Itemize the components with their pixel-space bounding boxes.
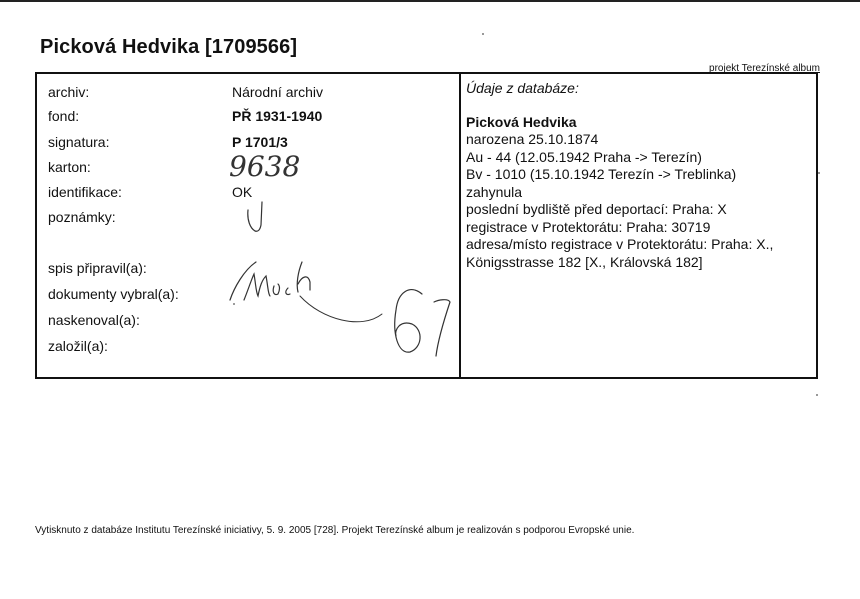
db-line-last-residence: poslední bydliště před deportací: Praha: X	[466, 201, 727, 217]
field-label-signatura: signatura:	[48, 134, 110, 150]
field-label-fond: fond:	[48, 108, 80, 124]
db-line-address-2: Königsstrasse 182 [X., Královská 182]	[466, 253, 703, 270]
record-card	[35, 72, 818, 379]
check-mark-icon	[242, 194, 266, 236]
db-line-birth: narozena 25.10.1874	[466, 131, 599, 147]
db-line-transport-2: Bv - 1010 (15.10.1942 Terezín -> Treblinka)	[466, 166, 737, 182]
db-line-address-1: adresa/místo registrace v Protektorátu: Praha: X.,	[466, 236, 774, 252]
db-line-transport-1: Au - 44 (12.05.1942 Praha -> Terezín)	[466, 148, 702, 165]
field-value-signatura: P 1701/3	[232, 134, 288, 150]
handwritten-karton-value	[227, 148, 337, 184]
field-value-identifikace: OK	[232, 184, 253, 200]
card-divider	[459, 74, 461, 377]
page-title: Picková Hedvika [1709566]	[40, 36, 298, 58]
field-value-archiv: Národní archiv	[232, 84, 324, 100]
handwritten-karton-text: 9638	[229, 150, 301, 183]
field-label-archiv: archiv:	[48, 84, 90, 100]
project-label: projekt Terezínské album	[709, 63, 820, 74]
person-name: Picková Hedvika	[466, 113, 577, 130]
print-footer: Vytisknuto z databáze Institutu Terezínské iniciativy, 5. 9. 2005 [728]. Projekt Terezínské album je realizován s podporou Evropské unie.	[35, 525, 635, 536]
db-line-registration: registrace v Protektorátu: Praha: 30719	[466, 218, 711, 235]
field-label-identifikace: identifikace:	[48, 184, 122, 200]
database-heading: Údaje z databáze:	[466, 80, 579, 96]
scan-speck	[482, 33, 484, 35]
scan-speck	[816, 394, 818, 396]
field-label-zalozil: založil(a):	[48, 338, 108, 354]
field-label-karton: karton:	[48, 159, 91, 175]
scan-edge-line	[0, 0, 860, 2]
database-info	[466, 80, 816, 271]
field-label-dokumenty-vybral: dokumenty vybral(a):	[48, 286, 179, 302]
handwritten-signature	[222, 250, 452, 368]
db-line-fate: zahynula	[466, 183, 523, 200]
field-label-spis-pripravil: spis připravil(a):	[48, 260, 147, 276]
field-label-poznamky: poznámky:	[48, 209, 116, 225]
field-value-fond: PŘ 1931-1940	[232, 108, 323, 124]
scan-speck	[818, 172, 820, 174]
field-label-naskenoval: naskenoval(a):	[48, 312, 140, 328]
